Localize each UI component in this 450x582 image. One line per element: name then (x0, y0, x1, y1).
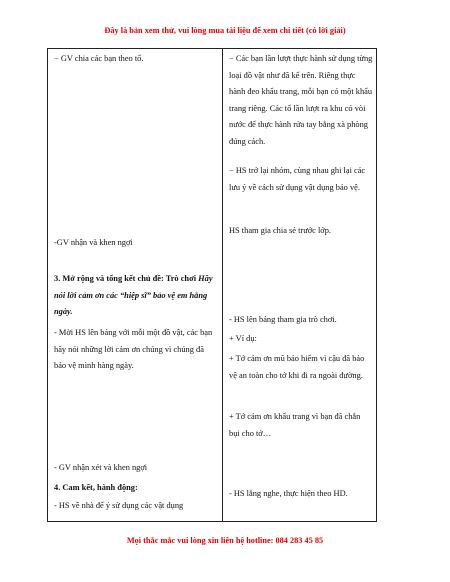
section4-heading: 4. Cam kết, hành động: (54, 483, 138, 492)
example-mask-text: + Tớ cảm ơn khẩu trang vì bạn đã chắn bụi cho tớ… (229, 412, 361, 438)
gv-praise-text-1: -GV nhận và khen ngợi (54, 238, 133, 247)
hs-follow-text: - HS lắng nghe, thực hiện theo HD. (229, 489, 348, 498)
teacher-column (54, 49, 216, 521)
example-helmet-text: + Tớ cảm ơn mũ bảo hiểm vì cậu đã bảo vệ an toàn cho tớ khi đi ra ngoài đường. (229, 354, 365, 380)
section4-body: - HS về nhà để ý sử dụng các vật dụng (54, 501, 184, 510)
hs-share-text: HS tham gia chia sẻ trước lớp. (229, 226, 332, 235)
example-label: + Ví dụ: (229, 334, 257, 343)
gv-divide-groups-text: − GV chia các bạn theo tổ. (54, 54, 144, 63)
section3-heading: 3. Mở rộng và tổng kết chủ đề: Trò chơi Hãy nói lời cảm ơn các “hiệp sĩ” bảo vệ em hằng ngày. (54, 274, 213, 316)
column-divider (222, 49, 223, 521)
section3-body: - Mời HS lên bảng với mỗi một đồ vật, các bạn hãy nói những lời cảm ơn chúng vì chúng đã bảo vệ mình hàng ngày. (54, 328, 213, 370)
hs-game-text: - HS lên bảng tham gia trò chơi. (229, 315, 337, 324)
hotline-banner: Mọi thắc mắc vui lòng xin liên hệ hotline: 084 283 45 85 (126, 536, 324, 545)
gv-praise-text-2: - GV nhận xét và khen ngợi (54, 463, 148, 472)
hs-group-notes-text: − HS trở lại nhóm, cùng nhau ghi lại các lưu ý về cách sử dụng vật dụng bảo vệ. (229, 166, 366, 192)
lesson-table (47, 48, 377, 522)
hs-practice-text: − Các bạn lần lượt thực hành sử dụng từng loại đồ vật như đã kể trên. Riêng thực hành đeo khẩu trang, mỗi bạn có một khẩu trang riêng. Các tổ lần lượt ra khu có vòi nước để thực hành rửa tay bằng xà phòng đúng cách. (229, 54, 373, 146)
student-column (229, 49, 373, 521)
preview-notice-banner: Đây là bản xem thử, vui lòng mua tài liệu để xem chi tiết (có lời giải) (104, 26, 346, 35)
